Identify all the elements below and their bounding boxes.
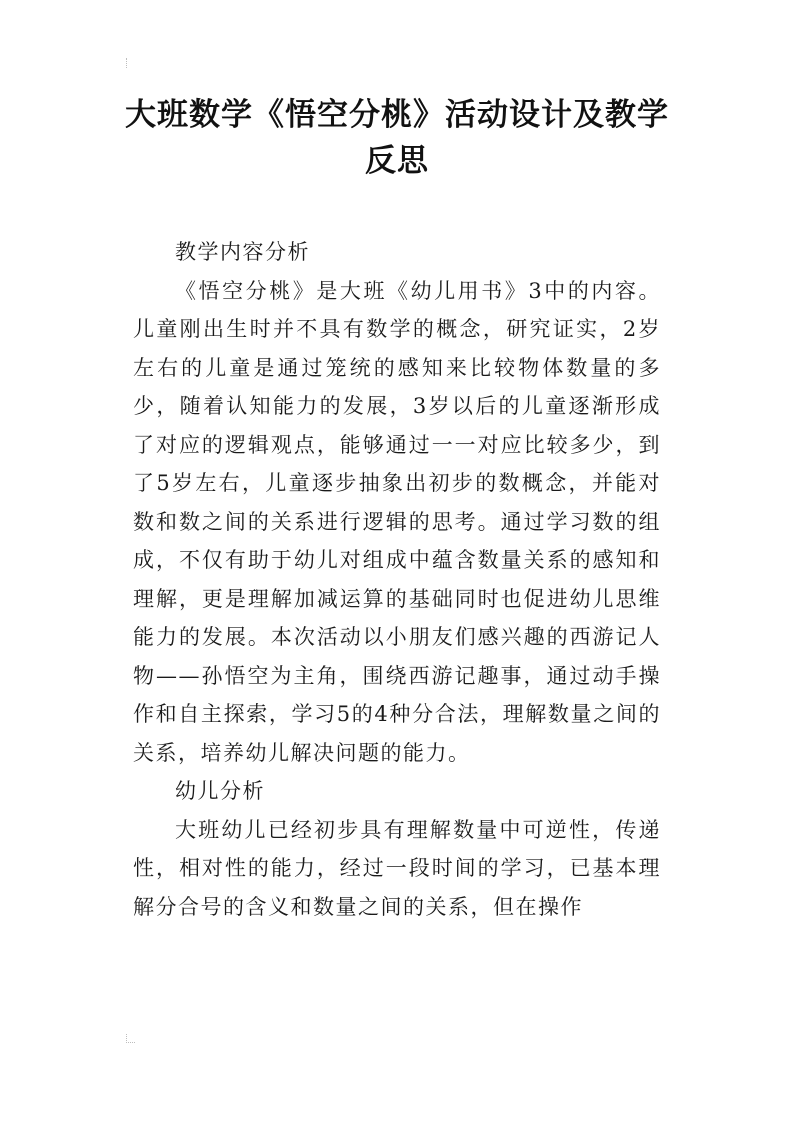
section-heading: 教学内容分析 bbox=[175, 240, 310, 264]
page-corner-mark bbox=[126, 1034, 135, 1043]
document-title: 大班数学《悟空分桃》活动设计及教学反思 bbox=[125, 97, 669, 179]
section-heading: 幼儿分析 bbox=[175, 779, 265, 803]
page-corner-mark bbox=[126, 58, 135, 68]
section-paragraph: 大班幼儿已经初步具有理解数量中可逆性，传递性，相对性的能力，经过一段时间的学习，已基本理解分合号的含义和数量之间的关系，但在操作 bbox=[133, 817, 661, 919]
document-body bbox=[133, 233, 661, 926]
section-paragraph: 《悟空分桃》是大班《幼儿用书》3中的内容。儿童刚出生时并不具有数学的概念，研究证实，2岁左右的儿童是通过笼统的感知来比较物体数量的多少，随着认知能力的发展，3岁以后的儿童逐渐形成了对应的逻辑观点，能够通过一一对应比较多少，到了5岁左右，儿童逐步抽象出初步的数概念，并能对数和数之间的关系进行逻辑的思考。通过学习数的组成，不仅有助于幼儿对组成中蕴含数量关系的感知和理解，更是理解加减运算的基础同时也促进幼儿思维能力的发展。本次活动以小朋友们感兴趣的西游记人物——孙悟空为主角，围绕西游记趣事，通过动手操作和自主探索，学习5的4种分合法，理解数量之间的关系，培养幼儿解决问题的能力。 bbox=[133, 278, 661, 765]
